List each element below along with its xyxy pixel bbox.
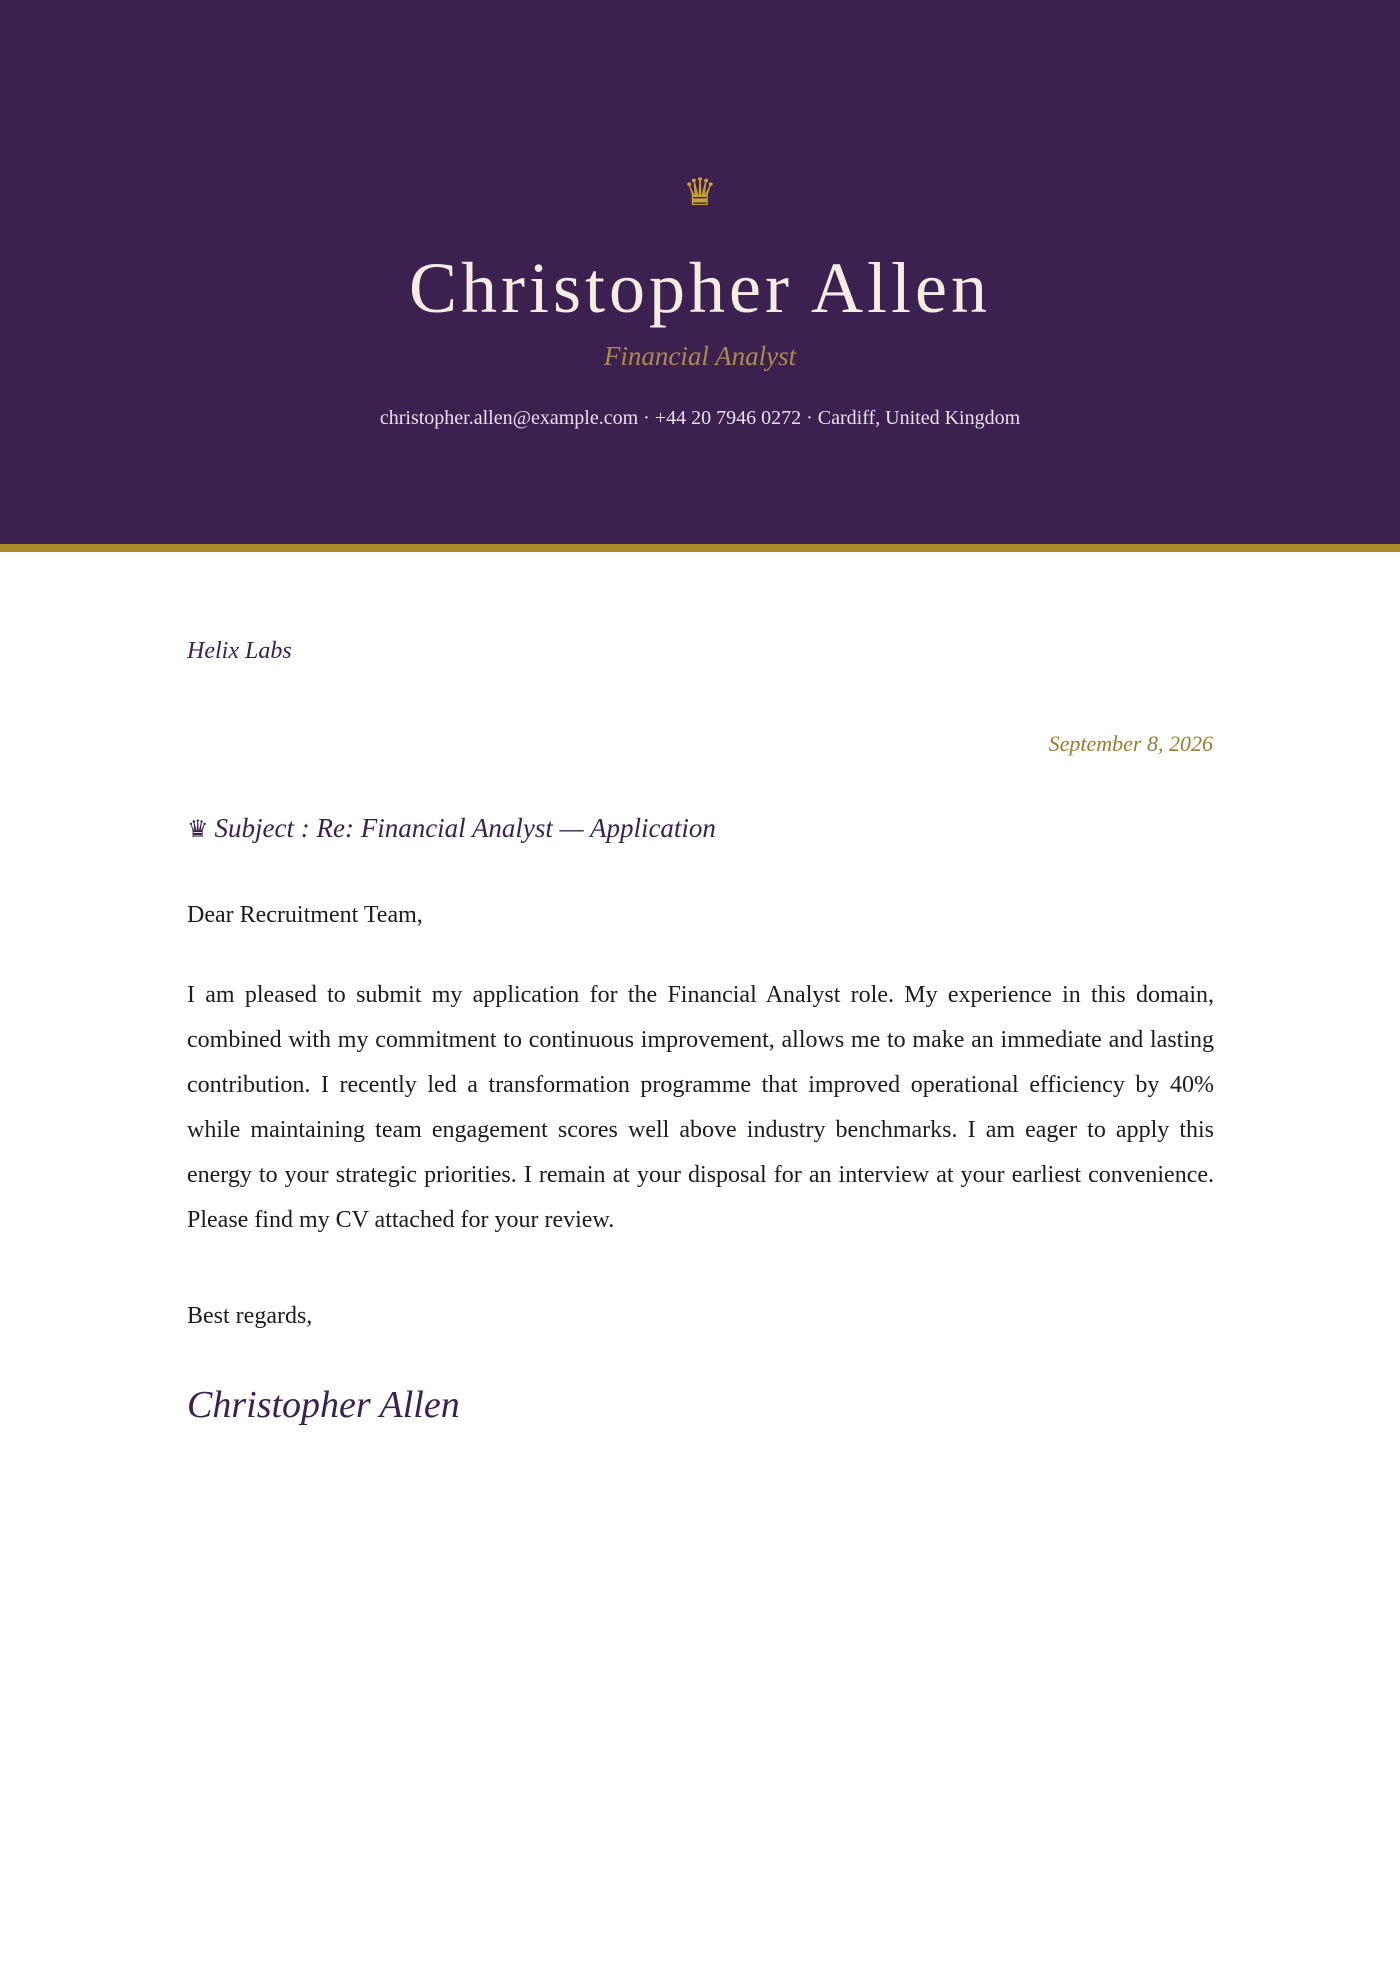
letter-header — [0, 0, 1400, 552]
salutation: Dear Recruitment Team, — [187, 902, 423, 928]
applicant-name: Christopher Allen — [409, 248, 991, 328]
crown-icon: ♛ — [187, 815, 209, 843]
contact-line: christopher.allen@example.com · +44 20 7946 0272 · Cardiff, United Kingdom — [379, 407, 1021, 429]
applicant-title: Financial Analyst — [603, 341, 797, 371]
subject-text: Subject : Re: Financial Analyst — Application — [214, 813, 716, 843]
subject-line — [187, 808, 716, 849]
signature: Christopher Allen — [187, 1384, 460, 1426]
letter-date: September 8, 2026 — [1048, 731, 1213, 756]
crown-icon: ♛ — [682, 170, 718, 214]
closing: Best regards, — [187, 1303, 313, 1329]
letter-body: I am pleased to submit my application for the Financial Analyst role. My experience in this domain, combined with my commitment to continuous improvement, allows me to make an immediate and lasting contribution. I recently led a transformation programme that improved operational efficiency by 40% while maintaining team engagement scores well above industry benchmarks. I am eager to apply this energy to your strategic priorities. I remain at your disposal for an interview at your earliest convenience. Please find my CV attached for your review. — [187, 982, 1214, 1233]
recipient-company: Helix Labs — [187, 638, 292, 664]
